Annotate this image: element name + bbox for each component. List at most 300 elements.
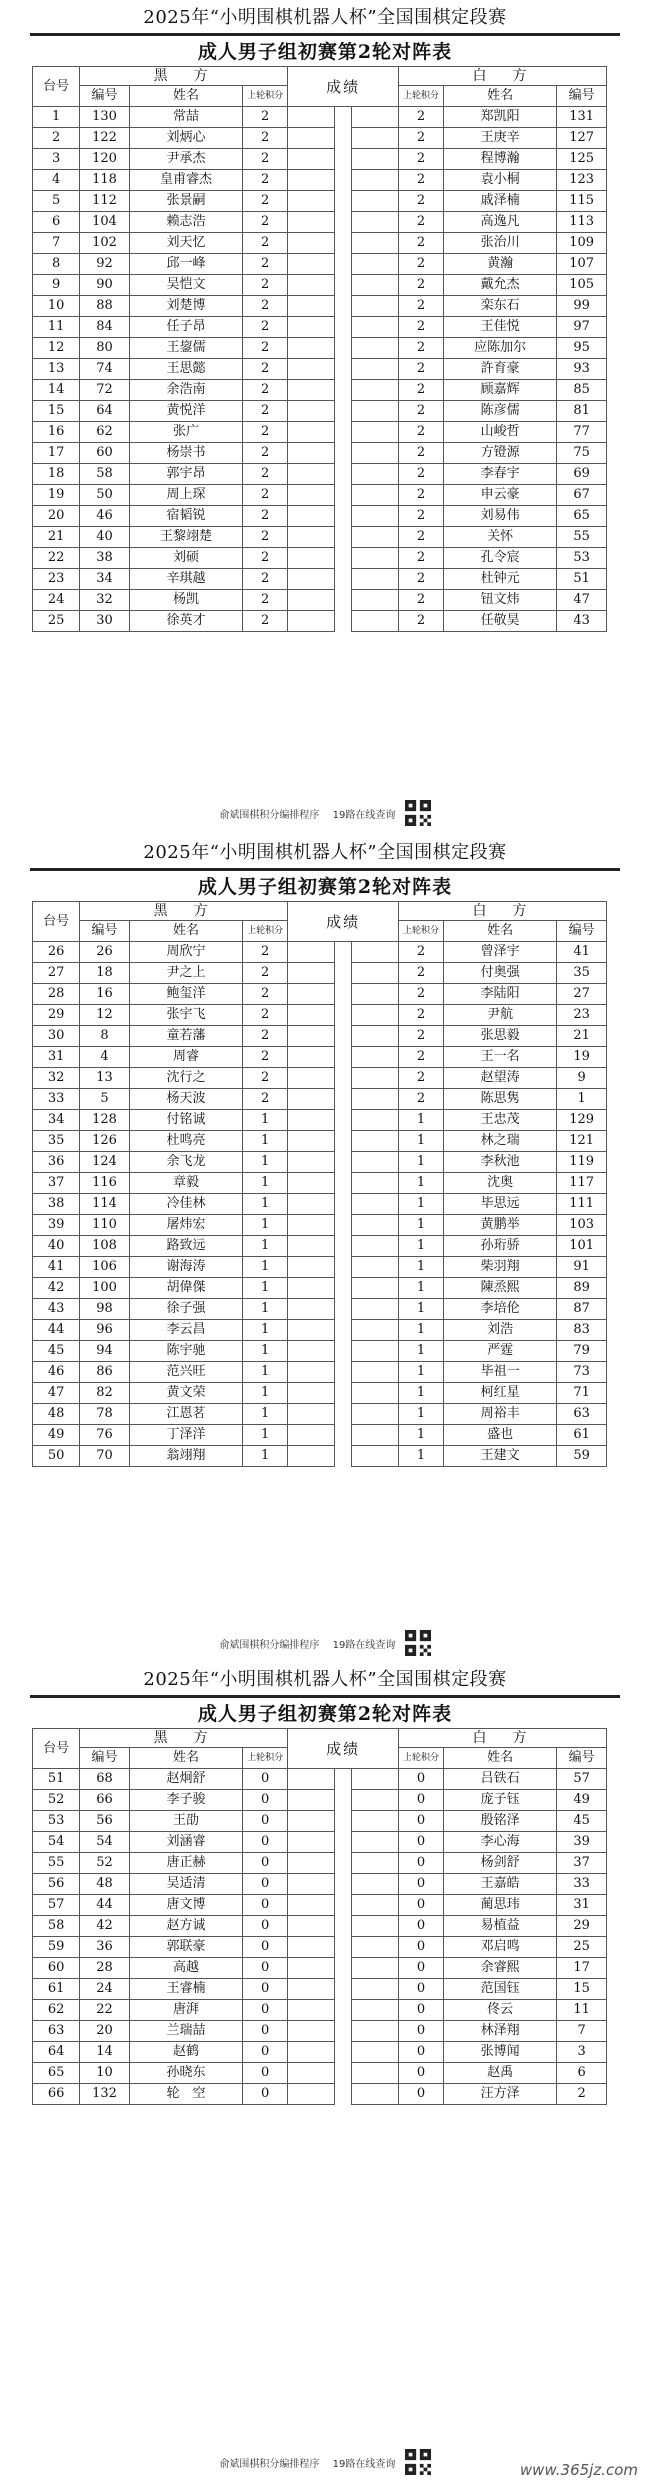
- table-row: [33, 401, 607, 422]
- white-score-cell: 2: [399, 611, 444, 632]
- black-name-cell: 高越: [129, 1958, 242, 1979]
- table-number-cell: 29: [33, 1005, 80, 1026]
- result-gap-cell: [335, 233, 352, 254]
- black-name-cell: 辛琪越: [129, 569, 242, 590]
- table-number-cell: 56: [33, 1874, 80, 1895]
- white-name-cell: 許育豪: [443, 359, 556, 380]
- table-number-cell: 34: [33, 1110, 80, 1131]
- footer-program: 俞斌围棋积分编排程序: [219, 809, 320, 821]
- black-score-cell: 1: [243, 1278, 288, 1299]
- white-id-cell: 1: [557, 1089, 607, 1110]
- result-white-cell: [351, 2021, 398, 2042]
- table-number-cell: 35: [33, 1131, 80, 1152]
- result-black-cell: [288, 1937, 335, 1958]
- black-name-cell: 邱一峰: [129, 254, 242, 275]
- result-gap-cell: [335, 401, 352, 422]
- white-id-cell: 55: [557, 527, 607, 548]
- result-black-cell: [288, 590, 335, 611]
- white-id-cell: 119: [557, 1152, 607, 1173]
- table-number-cell: 33: [33, 1089, 80, 1110]
- black-id-cell: 30: [80, 611, 130, 632]
- result-white-cell: [351, 317, 398, 338]
- white-name-cell: 李心海: [443, 1832, 556, 1853]
- black-id-cell: 120: [80, 149, 130, 170]
- result-black-cell: [288, 191, 335, 212]
- table-number-cell: 65: [33, 2063, 80, 2084]
- table-row: [33, 963, 607, 984]
- black-id-cell: 62: [80, 422, 130, 443]
- result-white-cell: [351, 1089, 398, 1110]
- black-id-cell: 40: [80, 527, 130, 548]
- white-id-cell: 25: [557, 1937, 607, 1958]
- white-side-header: 白 方: [399, 67, 607, 86]
- result-gap-cell: [335, 2063, 352, 2084]
- table-row: [33, 942, 607, 963]
- white-name-cell: 张博闻: [443, 2042, 556, 2063]
- result-white-cell: [351, 233, 398, 254]
- black-name-cell: 王睿楠: [129, 1979, 242, 2000]
- black-score-cell: 2: [243, 611, 288, 632]
- black-name-cell: 余飞龙: [129, 1152, 242, 1173]
- result-white-cell: [351, 2063, 398, 2084]
- result-gap-cell: [335, 380, 352, 401]
- black-side-header: 黑 方: [80, 902, 288, 921]
- table-number-cell: 41: [33, 1257, 80, 1278]
- table-number-cell: 39: [33, 1215, 80, 1236]
- black-score-cell: 2: [243, 1047, 288, 1068]
- white-score-cell: 0: [399, 1979, 444, 2000]
- result-white-cell: [351, 1811, 398, 1832]
- table-row: [33, 1110, 607, 1131]
- black-id-cell: 106: [80, 1257, 130, 1278]
- result-black-cell: [288, 296, 335, 317]
- table-row: [33, 485, 607, 506]
- black-name-cell: 杨凯: [129, 590, 242, 611]
- pairing-sheet-1: [0, 0, 650, 835]
- table-title: 成人男子组初赛第2轮对阵表: [197, 876, 453, 898]
- black-id-cell: 130: [80, 107, 130, 128]
- white-name-cell: 戴允杰: [443, 275, 556, 296]
- result-white-cell: [351, 464, 398, 485]
- black-name-cell: 宿韬锐: [129, 506, 242, 527]
- white-score-cell: 2: [399, 485, 444, 506]
- white-id-cell: 101: [557, 1236, 607, 1257]
- white-id-cell: 99: [557, 296, 607, 317]
- black-id-cell: 128: [80, 1110, 130, 1131]
- white-id-cell: 127: [557, 128, 607, 149]
- result-white-cell: [351, 1110, 398, 1131]
- black-score-cell: 2: [243, 527, 288, 548]
- black-score-cell: 0: [243, 2084, 288, 2105]
- white-name-cell: 杨剑舒: [443, 1853, 556, 1874]
- black-id-cell: 28: [80, 1958, 130, 1979]
- result-black-cell: [288, 1089, 335, 1110]
- white-id-cell: 53: [557, 548, 607, 569]
- white-id-header: 编号: [557, 86, 607, 107]
- white-id-cell: 63: [557, 1404, 607, 1425]
- table-row: [33, 2000, 607, 2021]
- black-id-cell: 88: [80, 296, 130, 317]
- white-score-cell: 0: [399, 1916, 444, 1937]
- white-id-cell: 125: [557, 149, 607, 170]
- white-name-cell: 赵禹: [443, 2063, 556, 2084]
- result-black-cell: [288, 1425, 335, 1446]
- result-black-cell: [288, 506, 335, 527]
- black-name-cell: 路致远: [129, 1236, 242, 1257]
- black-score-cell: 2: [243, 942, 288, 963]
- result-white-cell: [351, 942, 398, 963]
- table-row: [33, 1425, 607, 1446]
- qr-code-icon: [405, 2449, 431, 2475]
- black-score-cell: 2: [243, 359, 288, 380]
- white-score-cell: 2: [399, 548, 444, 569]
- black-score-cell: 0: [243, 1853, 288, 1874]
- white-score-cell: 0: [399, 2042, 444, 2063]
- black-score-cell: 1: [243, 1425, 288, 1446]
- black-name-cell: 徐英才: [129, 611, 242, 632]
- black-score-cell: 1: [243, 1152, 288, 1173]
- result-gap-cell: [335, 527, 352, 548]
- white-score-cell: 2: [399, 942, 444, 963]
- white-id-cell: 9: [557, 1068, 607, 1089]
- result-gap-cell: [335, 1832, 352, 1853]
- result-gap-cell: [335, 107, 352, 128]
- black-id-cell: 42: [80, 1916, 130, 1937]
- white-id-cell: 11: [557, 2000, 607, 2021]
- result-gap-cell: [335, 170, 352, 191]
- table-number-cell: 43: [33, 1299, 80, 1320]
- black-score-cell: 2: [243, 212, 288, 233]
- white-name-cell: 王嘉皓: [443, 1874, 556, 1895]
- table-number-cell: 20: [33, 506, 80, 527]
- result-gap-cell: [335, 128, 352, 149]
- result-black-cell: [288, 1895, 335, 1916]
- white-name-cell: 庞子钰: [443, 1790, 556, 1811]
- white-id-cell: 91: [557, 1257, 607, 1278]
- black-id-cell: 32: [80, 590, 130, 611]
- result-gap-cell: [335, 1068, 352, 1089]
- black-score-cell: 2: [243, 401, 288, 422]
- white-score-header: 上轮积分: [399, 1748, 444, 1769]
- black-id-cell: 90: [80, 275, 130, 296]
- white-id-cell: 3: [557, 2042, 607, 2063]
- black-name-cell: 周睿: [129, 1047, 242, 1068]
- table-row: [33, 296, 607, 317]
- result-header: 成绩: [288, 1729, 399, 1769]
- table-row: [33, 212, 607, 233]
- black-id-cell: 104: [80, 212, 130, 233]
- table-number-cell: 57: [33, 1895, 80, 1916]
- black-score-cell: 0: [243, 1811, 288, 1832]
- result-black-cell: [288, 1383, 335, 1404]
- result-gap-cell: [335, 1110, 352, 1131]
- pairing-table: [32, 1728, 607, 2105]
- black-id-cell: 16: [80, 984, 130, 1005]
- table-row: [33, 1446, 607, 1467]
- white-name-cell: 杜钟元: [443, 569, 556, 590]
- black-id-cell: 80: [80, 338, 130, 359]
- black-id-header: 编号: [80, 1748, 130, 1769]
- white-id-cell: 73: [557, 1362, 607, 1383]
- black-id-cell: 76: [80, 1425, 130, 1446]
- black-id-cell: 60: [80, 443, 130, 464]
- table-no-header: 台号: [33, 1729, 80, 1769]
- result-gap-cell: [335, 1089, 352, 1110]
- table-number-cell: 5: [33, 191, 80, 212]
- black-name-cell: 黄文荣: [129, 1383, 242, 1404]
- title-rule: [30, 33, 620, 36]
- black-score-cell: 2: [243, 1026, 288, 1047]
- black-score-cell: 0: [243, 1979, 288, 2000]
- result-gap-cell: [335, 2084, 352, 2105]
- result-white-cell: [351, 1446, 398, 1467]
- table-number-cell: 37: [33, 1173, 80, 1194]
- result-white-cell: [351, 611, 398, 632]
- table-row: [33, 464, 607, 485]
- white-score-cell: 1: [399, 1383, 444, 1404]
- black-score-cell: 0: [243, 2042, 288, 2063]
- table-row: [33, 380, 607, 401]
- black-name-cell: 章毅: [129, 1173, 242, 1194]
- result-white-cell: [351, 1958, 398, 1979]
- black-name-cell: 冷佳林: [129, 1194, 242, 1215]
- table-number-cell: 7: [33, 233, 80, 254]
- black-score-cell: 2: [243, 984, 288, 1005]
- white-id-cell: 95: [557, 338, 607, 359]
- table-row: [33, 1152, 607, 1173]
- result-black-cell: [288, 1874, 335, 1895]
- result-gap-cell: [335, 611, 352, 632]
- black-id-cell: 68: [80, 1769, 130, 1790]
- table-number-cell: 32: [33, 1068, 80, 1089]
- result-white-cell: [351, 590, 398, 611]
- white-name-cell: 付奥强: [443, 963, 556, 984]
- white-score-cell: 0: [399, 2084, 444, 2105]
- result-white-cell: [351, 2000, 398, 2021]
- result-gap-cell: [335, 485, 352, 506]
- black-name-cell: 轮 空: [129, 2084, 242, 2105]
- result-black-cell: [288, 963, 335, 984]
- result-gap-cell: [335, 1916, 352, 1937]
- black-id-cell: 110: [80, 1215, 130, 1236]
- white-id-cell: 17: [557, 1958, 607, 1979]
- white-score-cell: 1: [399, 1404, 444, 1425]
- table-number-cell: 4: [33, 170, 80, 191]
- result-black-cell: [288, 233, 335, 254]
- table-row: [33, 611, 607, 632]
- white-name-cell: 赵望涛: [443, 1068, 556, 1089]
- table-number-cell: 54: [33, 1832, 80, 1853]
- result-gap-cell: [335, 1425, 352, 1446]
- black-score-cell: 1: [243, 1383, 288, 1404]
- table-number-cell: 1: [33, 107, 80, 128]
- white-name-cell: 王庚辛: [443, 128, 556, 149]
- result-black-cell: [288, 1790, 335, 1811]
- table-number-cell: 42: [33, 1278, 80, 1299]
- white-score-cell: 1: [399, 1215, 444, 1236]
- result-white-cell: [351, 191, 398, 212]
- table-row: [33, 1320, 607, 1341]
- black-score-cell: 2: [243, 338, 288, 359]
- white-name-cell: 柯红星: [443, 1383, 556, 1404]
- table-row: [33, 569, 607, 590]
- white-id-cell: 6: [557, 2063, 607, 2084]
- result-black-cell: [288, 611, 335, 632]
- result-black-cell: [288, 1194, 335, 1215]
- result-black-cell: [288, 254, 335, 275]
- table-row: [33, 1068, 607, 1089]
- white-name-cell: 佟云: [443, 2000, 556, 2021]
- white-score-header: 上轮积分: [399, 86, 444, 107]
- result-white-cell: [351, 1769, 398, 1790]
- white-name-cell: 邓启鸣: [443, 1937, 556, 1958]
- black-name-cell: 谢海涛: [129, 1257, 242, 1278]
- black-name-cell: 赵鹤: [129, 2042, 242, 2063]
- table-number-cell: 61: [33, 1979, 80, 2000]
- table-number-cell: 44: [33, 1320, 80, 1341]
- result-white-cell: [351, 1194, 398, 1215]
- result-black-cell: [288, 212, 335, 233]
- table-number-cell: 3: [33, 149, 80, 170]
- black-name-cell: 刘楚博: [129, 296, 242, 317]
- white-id-cell: 31: [557, 1895, 607, 1916]
- black-name-cell: 杨崇书: [129, 443, 242, 464]
- black-name-cell: 王劭: [129, 1811, 242, 1832]
- result-black-cell: [288, 1832, 335, 1853]
- white-score-cell: 2: [399, 149, 444, 170]
- black-id-cell: 84: [80, 317, 130, 338]
- white-id-cell: 129: [557, 1110, 607, 1131]
- table-row: [33, 254, 607, 275]
- black-id-cell: 114: [80, 1194, 130, 1215]
- black-name-cell: 赵炯舒: [129, 1769, 242, 1790]
- black-score-cell: 1: [243, 1236, 288, 1257]
- result-white-cell: [351, 527, 398, 548]
- result-gap-cell: [335, 506, 352, 527]
- result-black-cell: [288, 1769, 335, 1790]
- white-score-cell: 2: [399, 275, 444, 296]
- result-black-cell: [288, 1362, 335, 1383]
- black-id-cell: 116: [80, 1173, 130, 1194]
- white-id-cell: 61: [557, 1425, 607, 1446]
- white-id-cell: 103: [557, 1215, 607, 1236]
- table-row: [33, 359, 607, 380]
- table-number-cell: 6: [33, 212, 80, 233]
- result-white-cell: [351, 485, 398, 506]
- table-row: [33, 1916, 607, 1937]
- black-score-cell: 0: [243, 1790, 288, 1811]
- black-score-header: 上轮积分: [243, 86, 288, 107]
- result-gap-cell: [335, 984, 352, 1005]
- result-gap-cell: [335, 1236, 352, 1257]
- black-name-cell: 常喆: [129, 107, 242, 128]
- black-id-header: 编号: [80, 86, 130, 107]
- result-black-cell: [288, 1404, 335, 1425]
- black-side-header: 黑 方: [80, 67, 288, 86]
- table-row: [33, 1047, 607, 1068]
- result-black-cell: [288, 464, 335, 485]
- table-number-cell: 55: [33, 1853, 80, 1874]
- black-id-cell: 8: [80, 1026, 130, 1047]
- table-row: [33, 1005, 607, 1026]
- white-score-cell: 0: [399, 1832, 444, 1853]
- result-black-cell: [288, 1916, 335, 1937]
- black-name-cell: 周上琛: [129, 485, 242, 506]
- white-name-cell: 郑凯阳: [443, 107, 556, 128]
- white-name-cell: 王忠茂: [443, 1110, 556, 1131]
- black-score-cell: 2: [243, 107, 288, 128]
- black-id-cell: 54: [80, 1832, 130, 1853]
- black-name-cell: 刘炳心: [129, 128, 242, 149]
- table-no-header: 台号: [33, 902, 80, 942]
- black-score-cell: 2: [243, 275, 288, 296]
- result-black-cell: [288, 359, 335, 380]
- white-id-cell: 117: [557, 1173, 607, 1194]
- black-name-cell: 张广: [129, 422, 242, 443]
- black-score-cell: 1: [243, 1362, 288, 1383]
- white-id-cell: 35: [557, 963, 607, 984]
- result-black-cell: [288, 2063, 335, 2084]
- result-white-cell: [351, 1026, 398, 1047]
- table-number-cell: 40: [33, 1236, 80, 1257]
- black-id-cell: 124: [80, 1152, 130, 1173]
- black-score-cell: 2: [243, 590, 288, 611]
- table-number-cell: 60: [33, 1958, 80, 1979]
- black-score-cell: 0: [243, 1769, 288, 1790]
- result-gap-cell: [335, 317, 352, 338]
- black-score-cell: 1: [243, 1446, 288, 1467]
- table-row: [33, 149, 607, 170]
- white-score-cell: 1: [399, 1110, 444, 1131]
- white-name-cell: 周裕丰: [443, 1404, 556, 1425]
- result-gap-cell: [335, 1278, 352, 1299]
- black-id-cell: 70: [80, 1446, 130, 1467]
- result-black-cell: [288, 443, 335, 464]
- table-row: [33, 1895, 607, 1916]
- table-number-cell: 14: [33, 380, 80, 401]
- result-gap-cell: [335, 1769, 352, 1790]
- result-gap-cell: [335, 1790, 352, 1811]
- table-number-cell: 64: [33, 2042, 80, 2063]
- white-name-cell: 余睿熙: [443, 1958, 556, 1979]
- result-white-cell: [351, 1404, 398, 1425]
- white-name-cell: 钮文炜: [443, 590, 556, 611]
- table-number-cell: 9: [33, 275, 80, 296]
- white-name-cell: 刘易伟: [443, 506, 556, 527]
- result-gap-cell: [335, 548, 352, 569]
- white-score-cell: 0: [399, 1790, 444, 1811]
- table-number-cell: 47: [33, 1383, 80, 1404]
- result-black-cell: [288, 548, 335, 569]
- result-gap-cell: [335, 254, 352, 275]
- result-black-cell: [288, 2021, 335, 2042]
- white-score-cell: 1: [399, 1131, 444, 1152]
- black-name-cell: 张景嗣: [129, 191, 242, 212]
- table-number-cell: 8: [33, 254, 80, 275]
- result-gap-cell: [335, 1152, 352, 1173]
- white-score-cell: 0: [399, 1958, 444, 1979]
- white-name-cell: 山峻哲: [443, 422, 556, 443]
- table-row: [33, 422, 607, 443]
- white-score-cell: 0: [399, 2000, 444, 2021]
- result-white-cell: [351, 1874, 398, 1895]
- result-black-cell: [288, 1446, 335, 1467]
- white-score-cell: 1: [399, 1446, 444, 1467]
- result-gap-cell: [335, 1299, 352, 1320]
- result-gap-cell: [335, 1047, 352, 1068]
- black-score-cell: 2: [243, 191, 288, 212]
- white-id-cell: 57: [557, 1769, 607, 1790]
